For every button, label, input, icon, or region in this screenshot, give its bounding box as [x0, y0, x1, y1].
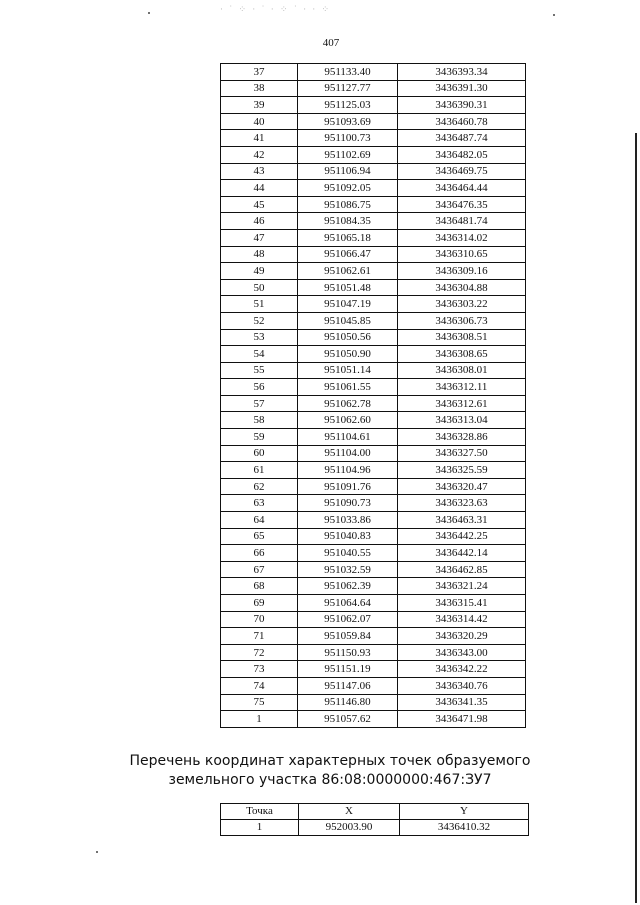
y-cell: 3436320.47: [398, 478, 526, 495]
table-row: [221, 80, 526, 97]
table-row: [221, 545, 526, 562]
table-row: [221, 694, 526, 711]
x-cell: 951066.47: [298, 246, 398, 263]
x-cell: 951057.62: [298, 711, 398, 728]
table-row: [221, 213, 526, 230]
x-cell: 951065.18: [298, 229, 398, 246]
scan-speck: [148, 12, 150, 14]
x-cell: 951047.19: [298, 296, 398, 313]
point-cell: 55: [221, 362, 298, 379]
x-cell: 951125.03: [298, 97, 398, 114]
table-row: [221, 379, 526, 396]
x-cell: 951061.55: [298, 379, 398, 396]
y-cell: 3436308.51: [398, 329, 526, 346]
y-cell: 3436340.76: [398, 677, 526, 694]
second-coordinates-table: [220, 803, 529, 836]
y-cell: 3436487.74: [398, 130, 526, 147]
y-cell: 3436391.30: [398, 80, 526, 97]
y-cell: 3436321.24: [398, 578, 526, 595]
x-cell: 951084.35: [298, 213, 398, 230]
y-cell: 3436314.02: [398, 229, 526, 246]
table-row: [221, 64, 526, 81]
point-cell: 63: [221, 495, 298, 512]
table-header-row: [221, 804, 529, 820]
point-cell: 72: [221, 644, 298, 661]
point-cell: 58: [221, 412, 298, 429]
y-cell: 3436314.42: [398, 611, 526, 628]
table-row: [221, 113, 526, 130]
point-cell: 39: [221, 97, 298, 114]
y-cell: 3436328.86: [398, 429, 526, 446]
point-cell: 65: [221, 528, 298, 545]
x-cell: 951032.59: [298, 561, 398, 578]
table-row: [221, 495, 526, 512]
point-cell: 46: [221, 213, 298, 230]
x-cell: 951090.73: [298, 495, 398, 512]
y-cell: 3436464.44: [398, 180, 526, 197]
coordinates-table: [220, 63, 526, 728]
point-cell: 59: [221, 429, 298, 446]
section-caption: [0, 752, 640, 790]
x-cell: 951150.93: [298, 644, 398, 661]
point-cell: 75: [221, 694, 298, 711]
x-cell: 951093.69: [298, 113, 398, 130]
table-row: [221, 329, 526, 346]
x-cell: 951064.64: [298, 595, 398, 612]
y-cell: 3436410.32: [400, 820, 529, 836]
x-cell: 951062.61: [298, 263, 398, 280]
caption-line-1: Перечень координат характерных точек образуемого: [129, 753, 531, 769]
x-cell: 951106.94: [298, 163, 398, 180]
table-row: [221, 711, 526, 728]
y-cell: 3436469.75: [398, 163, 526, 180]
x-cell: 951104.61: [298, 429, 398, 446]
table-row: [221, 595, 526, 612]
y-cell: 3436460.78: [398, 113, 526, 130]
header-x: X: [299, 804, 400, 820]
point-cell: 52: [221, 312, 298, 329]
point-cell: 74: [221, 677, 298, 694]
table-row: [221, 180, 526, 197]
x-cell: 951151.19: [298, 661, 398, 678]
y-cell: 3436309.16: [398, 263, 526, 280]
y-cell: 3436312.61: [398, 395, 526, 412]
y-cell: 3436310.65: [398, 246, 526, 263]
table-row: [221, 279, 526, 296]
y-cell: 3436325.59: [398, 462, 526, 479]
y-cell: 3436308.65: [398, 346, 526, 363]
x-cell: 951102.69: [298, 146, 398, 163]
table-row: [221, 97, 526, 114]
y-cell: 3436315.41: [398, 595, 526, 612]
point-cell: 67: [221, 561, 298, 578]
y-cell: 3436320.29: [398, 628, 526, 645]
table-row: [221, 661, 526, 678]
point-cell: 43: [221, 163, 298, 180]
x-cell: 951127.77: [298, 80, 398, 97]
point-cell: 40: [221, 113, 298, 130]
x-cell: 951100.73: [298, 130, 398, 147]
x-cell: 951062.78: [298, 395, 398, 412]
table-row: [221, 644, 526, 661]
y-cell: 3436471.98: [398, 711, 526, 728]
point-cell: 69: [221, 595, 298, 612]
header-point: Точка: [221, 804, 299, 820]
table-row: [221, 229, 526, 246]
point-cell: 42: [221, 146, 298, 163]
point-cell: 54: [221, 346, 298, 363]
point-cell: 1: [221, 711, 298, 728]
x-cell: 951091.76: [298, 478, 398, 495]
point-cell: 56: [221, 379, 298, 396]
point-cell: 44: [221, 180, 298, 197]
x-cell: 951033.86: [298, 512, 398, 529]
table-row: [221, 462, 526, 479]
y-cell: 3436463.31: [398, 512, 526, 529]
y-cell: 3436327.50: [398, 445, 526, 462]
table-row: [221, 196, 526, 213]
caption-line-2: земельного участка 86:08:0000000:467:ЗУ7: [168, 772, 492, 788]
table-row: [221, 628, 526, 645]
y-cell: 3436342.22: [398, 661, 526, 678]
coordinates-table-body: [221, 64, 526, 728]
point-cell: 41: [221, 130, 298, 147]
table-row: [221, 312, 526, 329]
y-cell: 3436341.35: [398, 694, 526, 711]
table-row: [221, 296, 526, 313]
y-cell: 3436482.05: [398, 146, 526, 163]
table-row: [221, 146, 526, 163]
y-cell: 3436313.04: [398, 412, 526, 429]
table-row: [221, 478, 526, 495]
y-cell: 3436390.31: [398, 97, 526, 114]
point-cell: 68: [221, 578, 298, 595]
point-cell: 62: [221, 478, 298, 495]
y-cell: 3436312.11: [398, 379, 526, 396]
table-row: [221, 611, 526, 628]
x-cell: 951062.07: [298, 611, 398, 628]
x-cell: 951050.56: [298, 329, 398, 346]
x-cell: 951086.75: [298, 196, 398, 213]
x-cell: 951104.00: [298, 445, 398, 462]
header-y: Y: [400, 804, 529, 820]
table-row: [221, 346, 526, 363]
point-cell: 37: [221, 64, 298, 81]
point-cell: 53: [221, 329, 298, 346]
table-row: [221, 820, 529, 836]
point-cell: 38: [221, 80, 298, 97]
table-row: [221, 163, 526, 180]
table-row: [221, 528, 526, 545]
point-cell: 70: [221, 611, 298, 628]
y-cell: 3436462.85: [398, 561, 526, 578]
point-cell: 57: [221, 395, 298, 412]
second-table-body: [221, 820, 529, 836]
table-row: [221, 512, 526, 529]
x-cell: 951062.60: [298, 412, 398, 429]
x-cell: 951040.83: [298, 528, 398, 545]
table-row: [221, 445, 526, 462]
y-cell: 3436304.88: [398, 279, 526, 296]
x-cell: 951059.84: [298, 628, 398, 645]
x-cell: 951104.96: [298, 462, 398, 479]
point-cell: 73: [221, 661, 298, 678]
scan-speck: [96, 851, 98, 853]
table-row: [221, 246, 526, 263]
table-row: [221, 395, 526, 412]
scan-artifact: · ˙ ⁘ · ˙ · ⁘ ˙ · · ⁘: [220, 4, 332, 14]
table-row: [221, 263, 526, 280]
y-cell: 3436442.25: [398, 528, 526, 545]
x-cell: 951147.06: [298, 677, 398, 694]
point-cell: 60: [221, 445, 298, 462]
scan-speck: [553, 14, 555, 16]
x-cell: 951040.55: [298, 545, 398, 562]
table-row: [221, 429, 526, 446]
y-cell: 3436393.34: [398, 64, 526, 81]
x-cell: 951051.48: [298, 279, 398, 296]
x-cell: 951051.14: [298, 362, 398, 379]
x-cell: 951092.05: [298, 180, 398, 197]
y-cell: 3436442.14: [398, 545, 526, 562]
x-cell: 951146.80: [298, 694, 398, 711]
x-cell: 952003.90: [299, 820, 400, 836]
table-row: [221, 130, 526, 147]
point-cell: 51: [221, 296, 298, 313]
point-cell: 49: [221, 263, 298, 280]
y-cell: 3436323.63: [398, 495, 526, 512]
y-cell: 3436303.22: [398, 296, 526, 313]
x-cell: 951062.39: [298, 578, 398, 595]
table-row: [221, 412, 526, 429]
x-cell: 951045.85: [298, 312, 398, 329]
table-row: [221, 677, 526, 694]
point-cell: 66: [221, 545, 298, 562]
y-cell: 3436306.73: [398, 312, 526, 329]
y-cell: 3436481.74: [398, 213, 526, 230]
point-cell: 64: [221, 512, 298, 529]
y-cell: 3436343.00: [398, 644, 526, 661]
point-cell: 45: [221, 196, 298, 213]
x-cell: 951050.90: [298, 346, 398, 363]
point-cell: 71: [221, 628, 298, 645]
point-cell: 61: [221, 462, 298, 479]
y-cell: 3436308.01: [398, 362, 526, 379]
table-row: [221, 561, 526, 578]
y-cell: 3436476.35: [398, 196, 526, 213]
point-cell: 50: [221, 279, 298, 296]
point-cell: 47: [221, 229, 298, 246]
page-number: 407: [322, 37, 340, 49]
x-cell: 951133.40: [298, 64, 398, 81]
table-row: [221, 362, 526, 379]
table-row: [221, 578, 526, 595]
point-cell: 48: [221, 246, 298, 263]
point-cell: 1: [221, 820, 299, 836]
